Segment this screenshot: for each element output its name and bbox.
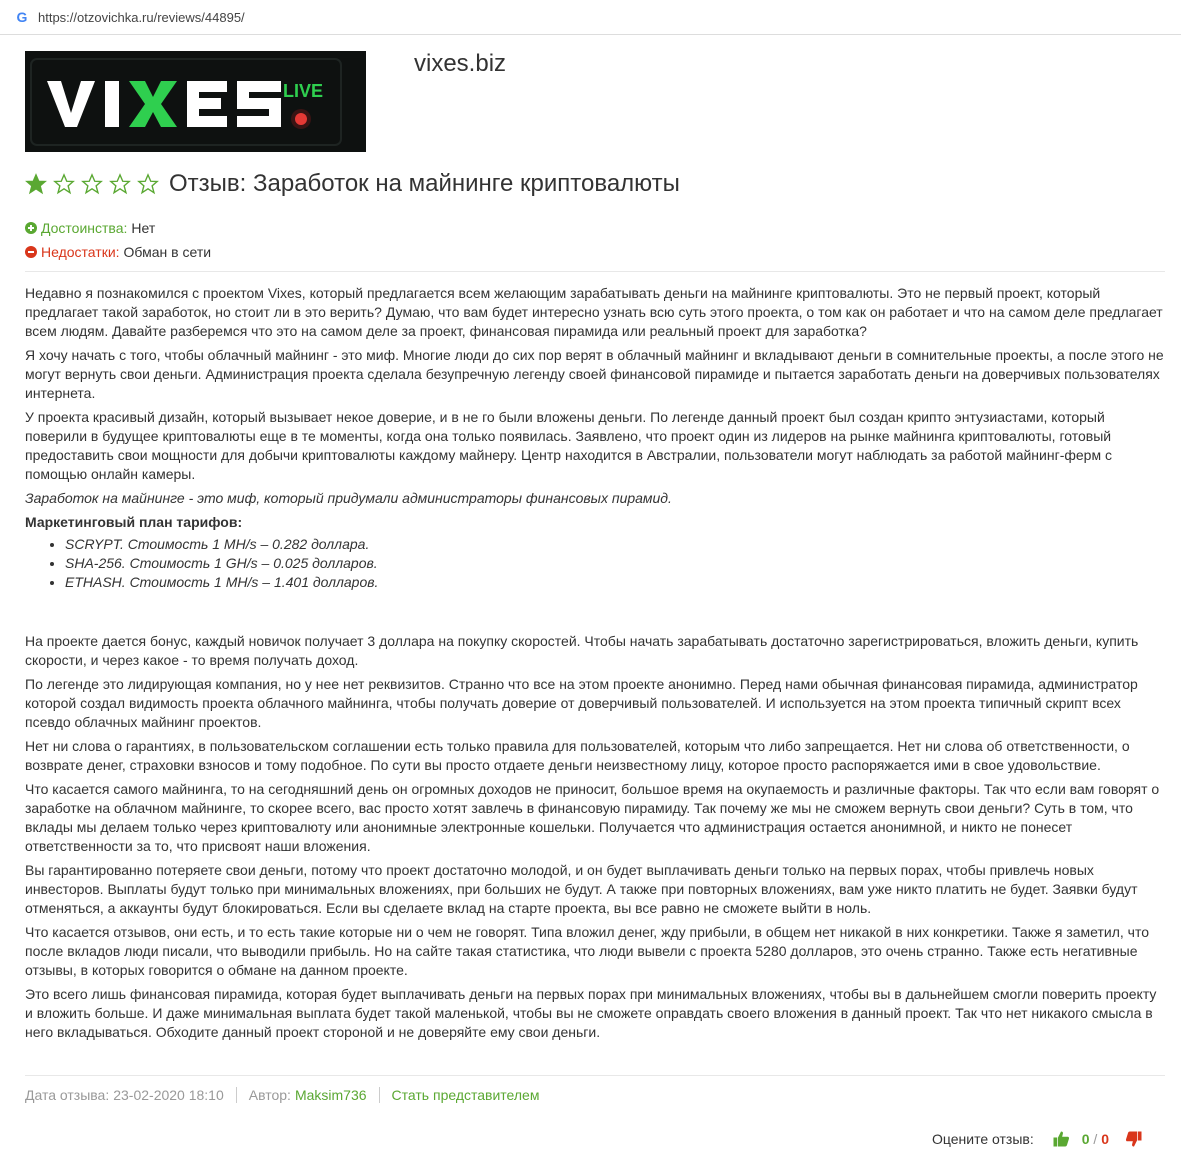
cons-label: Недостатки:: [41, 244, 120, 260]
thumbs-up-icon[interactable]: [1052, 1130, 1070, 1148]
address-bar[interactable]: [0, 0, 1181, 35]
star-empty-icon: [53, 173, 75, 195]
divider: [25, 271, 1165, 272]
site-logo: [25, 51, 366, 152]
review-paragraph: Вы гарантированно потеряете свои деньги, потому что проект достаточно молодой, и он будет выплачивать деньги только на первых порах, чтобы привлечь новых инвесторов. Выплаты будут только при минимальных вложениях, при больших не будут. А также при повторных вложениях, вам уже никто платить не будет. Заявки будут отменяться, а аккаунты будут блокироваться. Если вы сделаете вклад на старте проекта, вы все равно не сможете выйти в ноль.: [25, 862, 1138, 916]
vote-separator: /: [1093, 1131, 1098, 1147]
minus-circle-icon: [25, 246, 37, 258]
star-empty-icon: [81, 173, 103, 195]
review-body: [25, 284, 1165, 1047]
review-paragraph: Недавно я познакомился с проектом Vixes, который предлагается всем желающим зарабатывать деньги на майнинге криптовалюты. Это не первый проект, который предлагает такой заработок, но стоит ли в это верить? Думаю, что вам будет интересно узнать всю суть этого проекта, о том как он работает и что на самом деле предлагает всем людям. Давайте разберемся что это на самом деле за проект, финансовая пирамида или реальный проект для заработка?: [25, 285, 1163, 339]
rating-stars: [25, 173, 165, 195]
review-paragraph: Нет ни слова о гарантиях, в пользовательском соглашении есть только правила для пользователей, которым что либо запрещается. Нет ни слова об ответственности, о возврате денег, страховки взносов и тому подобное. По сути вы просто отдаете деньги неизвестному лицу, которое просто распоряжается ими в свое удовольствие.: [25, 738, 1130, 773]
become-representative-link[interactable]: Стать представителем: [391, 1087, 540, 1103]
plan-heading: Маркетинговый план тарифов:: [25, 514, 243, 530]
rate-review: [932, 1130, 1143, 1148]
pros-value: Нет: [131, 220, 156, 236]
review-paragraph: Что касается отзывов, они есть, и то есть такие которые ни о чем не говорят. Типа вложил денег, жду прибыли, в общем нет никакой в них конкретики. Также я заметил, что после вкладов люди писали, что выводили прибыль. Но на сайте такая статистика, что люди вывели с проекта 5280 долларов, это очень странно. Также есть негативные отзывы, в которых говорится о обмане на данном проекте.: [25, 924, 1150, 978]
plan-list: [25, 535, 1165, 592]
vixes-logo-image: [25, 51, 366, 152]
star-empty-icon: [109, 173, 131, 195]
rating-title-row: [25, 170, 680, 198]
star-filled-icon: [25, 173, 47, 195]
review-paragraph: На проекте дается бонус, каждый новичок получает 3 доллара на покупку скоростей. Чтобы начать зарабатывать достаточно зарегистрироваться, вложить деньги, купить скорости, и через какое - то время получать доход.: [25, 633, 1139, 668]
review-paragraph: У проекта красивый дизайн, который вызывает некое доверие, и в не го были вложены деньги. По легенде данный проект был создан крипто энтузиастами, который поверили в будущее криптовалюты еще в те моменты, когда она только появилась. Заявлено, что проект один из лидеров на рынке майнинга криптовалюты, готовый предоставить свои мощности для добычи криптовалюты каждому майнеру. Центр находится в Австралии, пользователи могут наблюдать за работой майнинг-ферм с помощью онлайн камеры.: [25, 409, 1112, 482]
separator: [379, 1087, 380, 1103]
google-icon: G: [16, 9, 28, 25]
url-text[interactable]: https://otzovichka.ru/reviews/44895/: [38, 9, 245, 25]
date-label: Дата отзыва:: [25, 1087, 110, 1103]
cons-row: [25, 244, 211, 260]
divider: [25, 1075, 1165, 1076]
review-paragraph: По легенде это лидирующая компания, но у нее нет реквизитов. Странно что все на этом проекте анонимно. Перед нами обычная финансовая пирамида, администратор которой создал видимость проекта облачного майнинга, чтобы получать доверие от доверчивый пользователей. И используется на этом проекта типичный скрипт всех псевдо облачных майнинг проектов.: [25, 676, 1138, 730]
review-paragraph: Я хочу начать с того, чтобы облачный майнинг - это миф. Многие люди до сих пор верят в облачный майнинг и вкладывают деньги в сомнительные проекты, а после этого не могут вернуть свои деньги. Администрация проекта сделала безупречную легенду своей финансовой пирамиде и пытается заработать деньги на доверчивых пользователях интернета.: [25, 347, 1164, 401]
site-name[interactable]: vixes.biz: [414, 50, 507, 77]
plan-item: • SCRYPT. Стоимость 1 MH/s – 0.282 доллара.: [65, 535, 1165, 554]
vote-count: [1082, 1131, 1109, 1147]
review-paragraph: Это всего лишь финансовая пирамида, которая будет выплачивать деньги на первых порах при минимальных вложениях, чтобы вы в дальнейшем смогли поверить проекту и вложить больше. И даже минимальная выплата будет такой маленькой, чтобы вы не сможете оправдать своего вложения в данный проект. Так что нет никакого смысла в него вкладываться. Обходите данный проект стороной и не доверяйте ему свои деньги.: [25, 986, 1157, 1040]
live-label: LIVE: [283, 81, 324, 101]
rate-label: Оцените отзыв:: [932, 1131, 1034, 1147]
review-paragraph: Что касается самого майнинга, то на сегодняшний день он огромных доходов не приносит, большое время на окупаемость и различные факторы. Так что если вам говорят о заработке на облачном майнинге, то скорее всего, вас просто хотят завлечь в финансовую пирамиду. Так почему же мы не сможем вернуть свои деньги? Суть в том, что вклады мы делаем только через криптовалюту или анонимные электронные кошельки. Получается что администрация остается анонимной, и никто не понесет ответственности за то, что присвоят наши вложения.: [25, 781, 1160, 854]
star-empty-icon: [137, 173, 159, 195]
separator: [236, 1087, 237, 1103]
pros-label: Достоинства:: [41, 220, 128, 236]
author-link[interactable]: Maksim736: [294, 1087, 367, 1103]
spacer: [25, 592, 1165, 632]
pros-row: [25, 220, 155, 236]
cons-value: Обман в сети: [123, 244, 212, 260]
italic-note: Заработок на майнинге - это миф, который придумали администраторы финансовых пирамид.: [25, 490, 672, 506]
author-label: Автор:: [248, 1087, 291, 1103]
downvote-count: 0: [1101, 1131, 1109, 1147]
date-value: 23-02-2020 18:10: [113, 1087, 224, 1103]
review-title: Отзыв: Заработок на майнинге криптовалюты: [169, 170, 680, 197]
thumbs-down-icon[interactable]: [1125, 1130, 1143, 1148]
plan-item: • ETHASH. Стоимость 1 MH/s – 1.401 долларов.: [65, 573, 1165, 592]
review-meta: [25, 1087, 539, 1103]
plus-circle-icon: [25, 222, 37, 234]
upvote-count: 0: [1081, 1131, 1090, 1147]
plan-item: • SHA-256. Стоимость 1 GH/s – 0.025 долларов.: [65, 554, 1165, 573]
